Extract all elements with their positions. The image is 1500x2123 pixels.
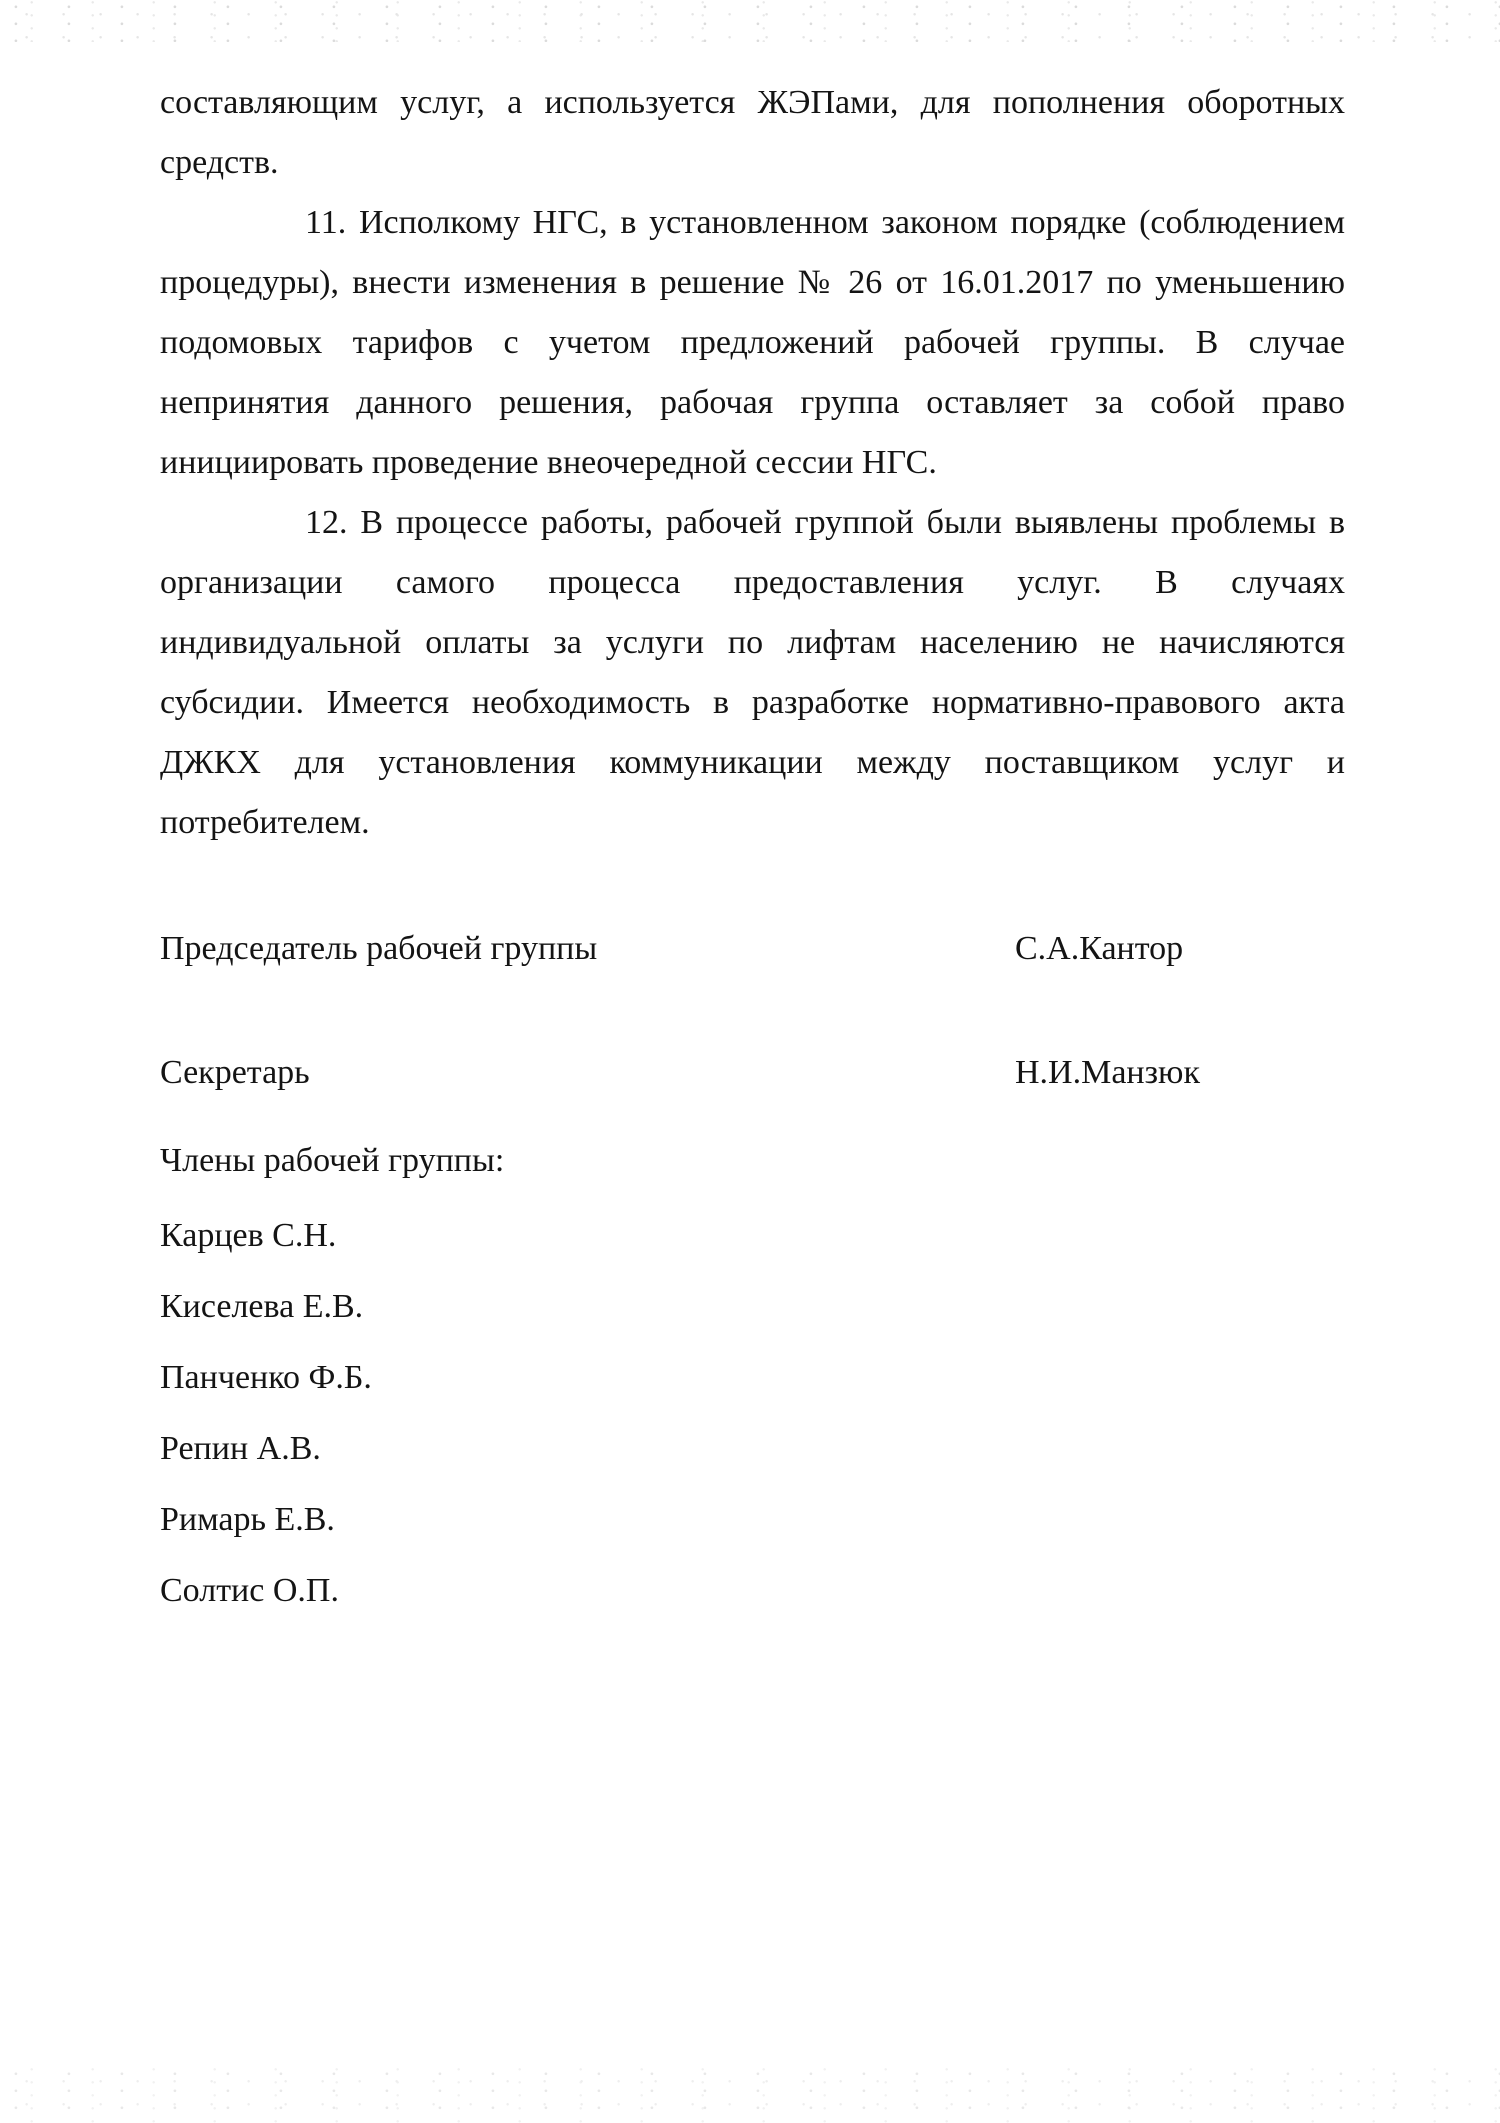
paragraph-line: непринятия данного решения, рабочая группа оставляет за собой право <box>160 384 1345 421</box>
member-name: Карцев С.Н. <box>160 1217 337 1254</box>
member-name: Киселева Е.В. <box>160 1288 364 1325</box>
paragraph-line: 12. В процессе работы, рабочей группой были выявлены проблемы в <box>305 504 1345 541</box>
signature-block <box>160 919 1345 1103</box>
members-heading: Члены рабочей группы: <box>160 1142 505 1179</box>
signature-row <box>160 1043 1345 1103</box>
member-name: Репин А.В. <box>160 1430 321 1467</box>
paragraph <box>160 193 1345 493</box>
paragraph-line: ДЖКХ для установления коммуникации между поставщиком услуг и <box>160 744 1345 781</box>
signature-name: С.А.Кантор <box>1015 930 1184 967</box>
paragraph-line: потребителем. <box>160 804 370 841</box>
scan-noise-top <box>0 0 1500 42</box>
paragraph-line: средств. <box>160 144 279 181</box>
signature-name: Н.И.Манзюк <box>1015 1054 1200 1091</box>
paragraph <box>160 73 1345 193</box>
paragraph-line: подомовых тарифов с учетом предложений рабочей группы. В случае <box>160 324 1345 361</box>
signature-row <box>160 919 1345 979</box>
paragraph-line: организации самого процесса предоставления услуг. В случаях <box>160 564 1345 601</box>
paragraph-line: инициировать проведение внеочередной сессии НГС. <box>160 444 937 481</box>
member-name: Панченко Ф.Б. <box>160 1359 372 1396</box>
member-name: Солтис О.П. <box>160 1572 339 1609</box>
document-content <box>160 73 1345 1621</box>
paragraph-line: 11. Исполкому НГС, в установленном законом порядке (соблюдением <box>305 204 1345 241</box>
scan-noise-bottom <box>0 2067 1500 2123</box>
paragraph <box>160 493 1345 853</box>
member-name: Римарь Е.В. <box>160 1501 335 1538</box>
members-list <box>160 1206 1345 1621</box>
signature-role: Председатель рабочей группы <box>160 930 598 967</box>
document-body <box>160 73 1345 853</box>
paragraph-line: процедуры), внести изменения в решение № 26 от 16.01.2017 по уменьшению <box>160 264 1345 301</box>
paragraph-line: индивидуальной оплаты за услуги по лифтам населению не начисляются <box>160 624 1345 661</box>
paragraph-line: составляющим услуг, а используется ЖЭПами, для пополнения оборотных <box>160 84 1345 121</box>
paragraph-line: субсидии. Имеется необходимость в разработке нормативно-правового акта <box>160 684 1345 721</box>
signature-role: Секретарь <box>160 1054 310 1091</box>
